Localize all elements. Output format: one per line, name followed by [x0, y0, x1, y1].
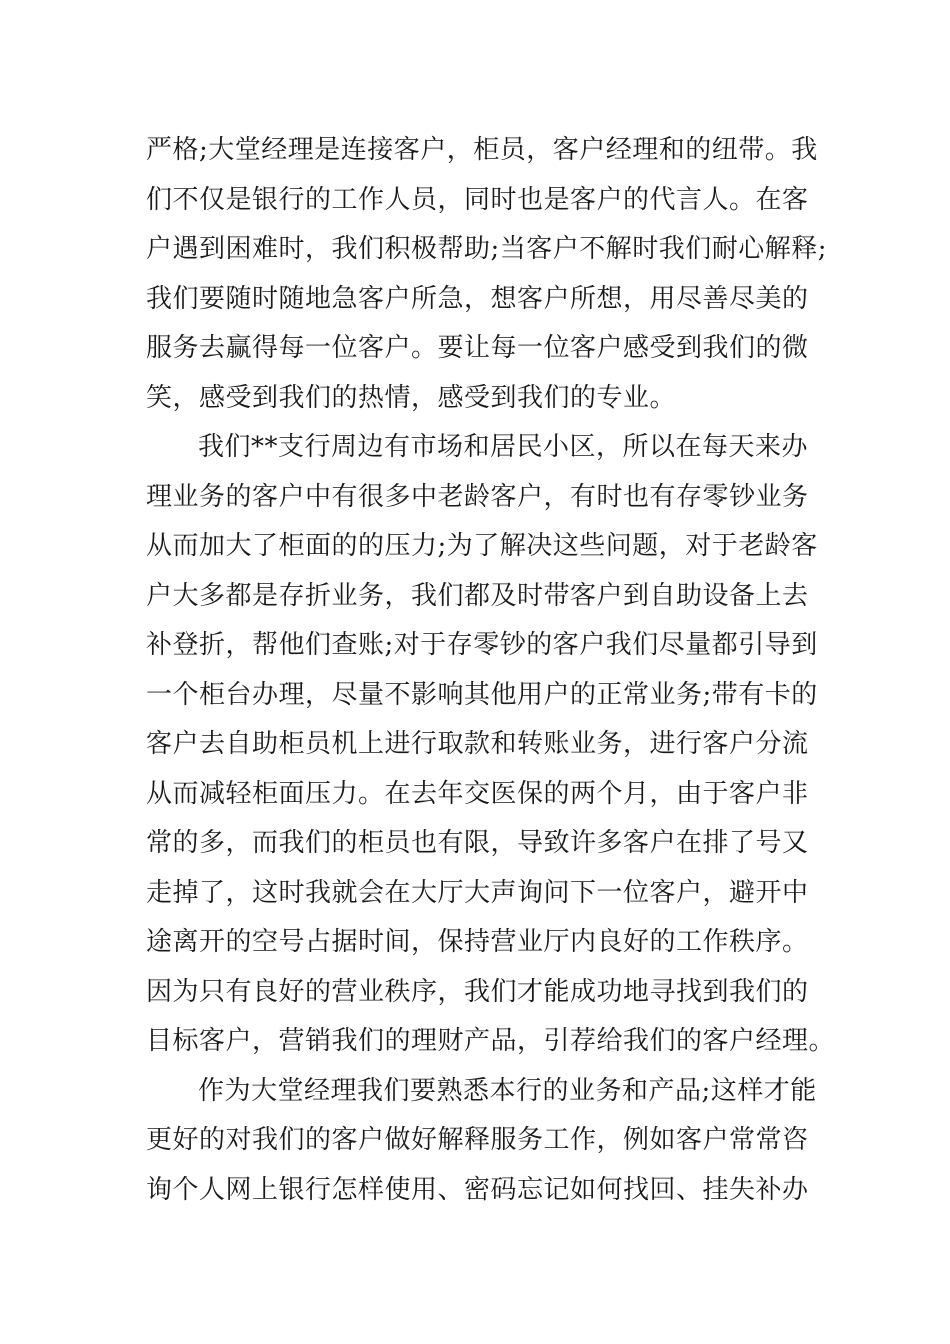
text-line: 一个柜台办理，尽量不影响其他用户的正常业务;带有卡的	[146, 679, 818, 710]
text-line: 走掉了，这时我就会在大厅大声询问下一位客户，避开中	[146, 877, 809, 908]
text-line: 户遇到困难时，我们积极帮助;当客户不解时我们耐心解释;	[146, 234, 828, 264]
text-line: 因为只有良好的营业秩序，我们才能成功地寻找到我们的	[146, 976, 809, 1007]
text-line: 客户去自助柜员机上进行取款和转账业务，进行客户分流	[146, 729, 809, 759]
text-line: 服务去赢得每一位客户。要让每一位客户感受到我们的微	[146, 333, 809, 363]
text-line: 从而加大了柜面的的压力;为了解决这些问题，对于老龄客	[146, 531, 818, 561]
text-line: 笑，感受到我们的热情，感受到我们的专业。	[146, 382, 677, 413]
text-line: 理业务的客户中有很多中老龄客户，有时也有存零钞业务	[146, 481, 809, 512]
text-line: 补登折，帮他们查账;对于存零钞的客户我们尽量都引导到	[146, 630, 818, 660]
text-line: 我们要随时随地急客户所急，想客户所想，用尽善尽美的	[146, 283, 809, 314]
body-text	[146, 126, 836, 1215]
text-line: 询个人网上银行怎样使用、密码忘记如何找回、挂失补办	[146, 1174, 809, 1205]
text-line-indented: 作为大堂经理我们要熟悉本行的业务和产品;这样才能	[198, 1075, 817, 1106]
text-line: 从而减轻柜面压力。在去年交医保的两个月，由于客户非	[146, 778, 809, 809]
paragraph-2	[146, 423, 836, 1067]
text-line: 途离开的空号占据时间，保持营业厅内良好的工作秩序。	[146, 927, 809, 957]
text-line: 严格;大堂经理是连接客户，柜员，客户经理和的纽带。我	[146, 135, 818, 165]
text-line: 们不仅是银行的工作人员，同时也是客户的代言人。在客	[146, 184, 809, 215]
text-line-indented: 我们**支行周边有市场和居民小区，所以在每天来办	[198, 432, 809, 462]
text-line: 常的多，而我们的柜员也有限，导致许多客户在排了号又	[146, 828, 809, 858]
text-line: 户大多都是存折业务，我们都及时带客户到自助设备上去	[146, 580, 809, 611]
text-line: 目标客户，营销我们的理财产品，引荐给我们的客户经理。	[146, 1026, 836, 1056]
text-line: 更好的对我们的客户做好解释服务工作，例如客户常常咨	[146, 1125, 809, 1155]
paragraph-3	[146, 1067, 826, 1216]
paragraph-1	[146, 126, 826, 423]
